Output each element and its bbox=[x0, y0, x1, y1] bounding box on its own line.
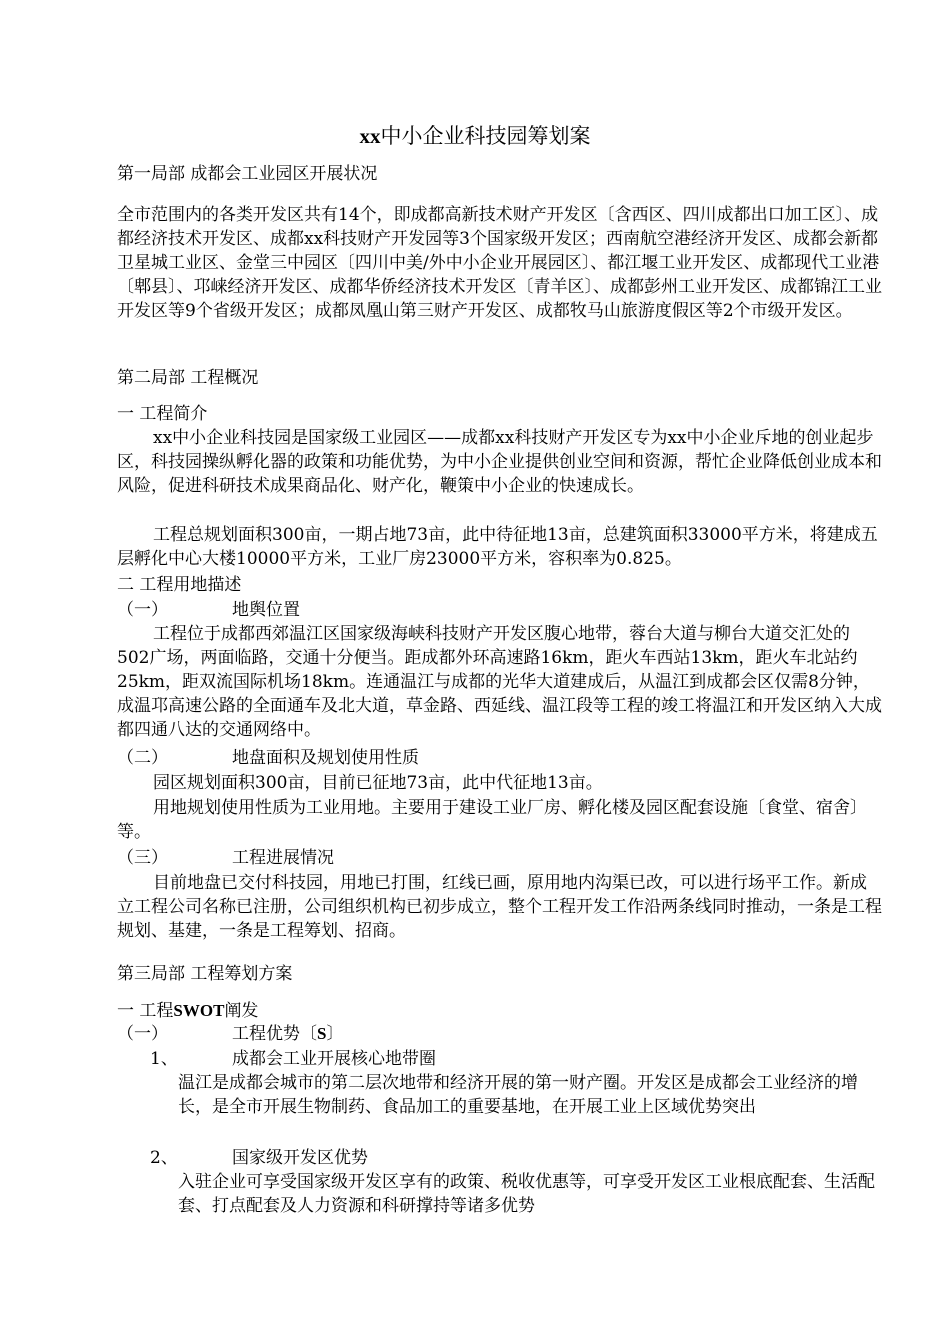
location-paragraph: 工程位于成都西郊温江区国家级海峡科技财产开发区腹心地带，蓉台大道与柳台大道交汇处的502广场，两面临路，交通十分便当。距成都外环高速路16km，距火车西站13km，距火车北站约25km，距双流国际机场18km。连通温江与成都的光华大道建成后，从温江到成都会区仅需8分钟，成温邛高速公路的全面通车及北大道，草金路、西延线、温江段等工程的竣工将温江和开发区纳入大成都四通八达的交通网络中。 bbox=[117, 624, 882, 740]
subsection-number: （一） bbox=[117, 1024, 168, 1044]
area-paragraph-1: 园区规划面积300亩，目前已征地73亩，此中代征地13亩。 bbox=[153, 773, 603, 793]
item-number: 2、 bbox=[150, 1148, 178, 1168]
subsection-title: 地盘面积及规划使用性质 bbox=[232, 748, 419, 768]
item-title: 成都会工业开展核心地带圈 bbox=[232, 1049, 436, 1069]
subsection-number: （三） bbox=[117, 848, 168, 868]
item-title: 国家级开发区优势 bbox=[232, 1148, 368, 1168]
subsection-number: （一） bbox=[117, 600, 168, 620]
part1-paragraph: 全市范围内的各类开发区共有14个，即成都高新技术财产开发区〔含西区、四川成都出口加工区〕、成都经济技术开发区、成都xx科技财产开发园等3个国家级开发区；西南航空港经济开发区、成都会新都卫星城工业区、金堂三中园区〔四川中美/外中小企业开展园区〕、都江堰工业开发区、成都现代工业港〔郫县〕、邛崃经济开发区、成都华侨经济技术开发区〔青羊区〕、成都彭州工业开发区、成都锦江工业开发区等9个省级开发区；成都凤凰山第三财产开发区、成都牧马山旅游度假区等2个市级开发区。 bbox=[117, 205, 882, 321]
strength-letter: S bbox=[317, 1024, 327, 1043]
swot-prefix: 一 工程 bbox=[117, 1001, 174, 1021]
list-item-2-heading bbox=[150, 1146, 368, 1170]
swot-heading bbox=[117, 999, 258, 1023]
subsection-number: （二） bbox=[117, 748, 168, 768]
swot-label: SWOT bbox=[173, 1001, 225, 1020]
title-text: 中小企业科技园筹划案 bbox=[380, 124, 591, 148]
item-number: 1、 bbox=[150, 1049, 178, 1069]
part1-heading: 第一局部 成都会工业园区开展状况 bbox=[117, 164, 378, 184]
section-land-heading: 二 工程用地描述 bbox=[117, 575, 242, 595]
subsection-progress-heading bbox=[117, 846, 334, 870]
intro-paragraph-1: xx中小企业科技园是国家级工业园区——成都xx科技财产开发区专为xx中小企业斥地的创业起步区，科技园操纵孵化器的政策和功能优势，为中小企业提供创业空间和资源，帮忙企业降低创业成本和风险，促进科研技术成果商品化、财产化，鞭策中小企业的快速成长。 bbox=[117, 428, 882, 496]
subsection-strengths-heading bbox=[117, 1022, 343, 1046]
subsection-area-heading bbox=[117, 746, 419, 770]
intro-paragraph-2: 工程总规划面积300亩，一期占地73亩，此中待征地13亩，总建筑面积33000平方米，将建成五层孵化中心大楼10000平方米，工业厂房23000平方米，容积率为0.825。 bbox=[117, 525, 878, 569]
title-prefix: xx bbox=[359, 124, 381, 148]
subsection-title-end: 〕 bbox=[326, 1024, 344, 1044]
list-item-1-body: 温江是成都会城市的第二层次地带和经济开展的第一财产圈。开发区是成都会工业经济的增长，是全市开展生物制药、食品加工的重要基地，在开展工业上区域优势突出 bbox=[178, 1073, 858, 1117]
list-item-1-heading bbox=[150, 1047, 436, 1071]
document-title bbox=[0, 122, 950, 150]
list-item-2-body: 入驻企业可享受国家级开发区享有的政策、税收优惠等，可享受开发区工业根底配套、生活配套、打点配套及人力资源和科研撑持等诸多优势 bbox=[178, 1172, 875, 1216]
part2-heading: 第二局部 工程概况 bbox=[117, 368, 259, 388]
subsection-title: 工程进展情况 bbox=[232, 848, 334, 868]
subsection-title: 地舆位置 bbox=[232, 600, 300, 620]
progress-paragraph: 目前地盘已交付科技园，用地已打围，红线已画，原用地内沟渠已改，可以进行场平工作。新成立工程公司名称已注册，公司组织机构已初步成立，整个工程开发工作沿两条线同时推动，一条是工程规划、基建，一条是工程筹划、招商。 bbox=[117, 873, 882, 941]
section-intro-heading: 一 工程简介 bbox=[117, 404, 208, 424]
subsection-title: 工程优势〔 bbox=[232, 1024, 317, 1044]
part3-heading: 第三局部 工程筹划方案 bbox=[117, 964, 293, 984]
subsection-location-heading bbox=[117, 598, 300, 622]
swot-suffix: 阐发 bbox=[224, 1001, 259, 1021]
area-paragraph-2: 用地规划使用性质为工业用地。主要用于建设工业厂房、孵化楼及园区配套设施〔食堂、宿舍〕等。 bbox=[117, 798, 867, 842]
